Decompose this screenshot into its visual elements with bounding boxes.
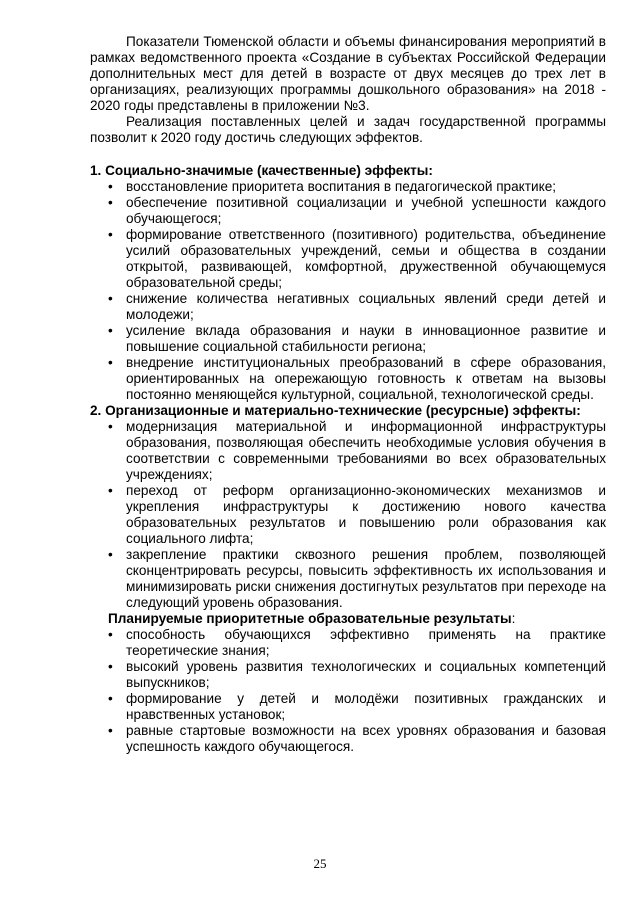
section-1-list [90,179,606,403]
list-item: • модернизация материальной и информационной инфраструктуры образования, позволяющая обеспечить необходимые условия обучения в соответствии с современными требованиями во всех образовательных учреждениях; [90,419,606,483]
section-2-title: 2. Организационные и материально-технические (ресурсные) эффекты: [90,403,581,418]
section-3-title-text: Планируемые приоритетные образовательные результаты [108,611,512,626]
intro-paragraph-1: Показатели Тюменской области и объемы финансирования мероприятий в рамках ведомственного проекта «Создание в субъектах Российской Федерации дополнительных мест для детей в возрасте от двух месяцев до трех лет в организациях, реализующих программы дошкольного образования» на 2018 - 2020 годы представлены в приложении №3. [90,34,606,113]
document-body [90,34,606,755]
section-2-list [90,419,606,611]
list-item: • обеспечение позитивной социализации и учебной успешности каждого обучающегося; [90,195,606,227]
list-item: • способность обучающихся эффективно применять на практике теоретические знания; [90,627,606,659]
list-item: • усиление вклада образования и науки в инновационное развитие и повышение социальной стабильности региона; [90,323,606,355]
section-3-list [90,627,606,755]
section-1-title: 1. Социально-значимые (качественные) эффекты: [90,163,433,178]
list-item: • формирование у детей и молодёжи позитивных гражданских и нравственных установок; [90,691,606,723]
list-item: • закрепление практики сквозного решения проблем, позволяющей сконцентрировать ресурсы, повысить эффективность их использования и минимизировать риски снижения достигнутых результатов при переходе на следующий уровень образования. [90,547,606,611]
list-item: • внедрение институциональных преобразований в сфере образования, ориентированных на опережающую готовность к ответам на вызовы постоянно меняющейся культурной, социальной, технологической среды. [90,355,606,403]
section-3-title [90,611,606,627]
list-item: • переход от реформ организационно-экономических механизмов и укрепления инфраструктуры к достижению нового качества образовательных результатов и повышению роли образования как социального лифта; [90,483,606,547]
list-item: • снижение количества негативных социальных явлений среди детей и молодежи; [90,291,606,323]
list-item: • формирование ответственного (позитивного) родительства, объединение усилий образовательных учреждений, семьи и общества в создании открытой, развивающей, комфортной, дружественной обучающемуся образовательной среды; [90,227,606,291]
list-item: • высокий уровень развития технологических и социальных компетенций выпускников; [90,659,606,691]
page-number: 25 [313,856,327,871]
list-item: • равные стартовые возможности на всех уровнях образования и базовая успешность каждого обучающегося. [90,723,606,755]
intro-paragraph-2: Реализация поставленных целей и задач государственной программы позволит к 2020 году достичь следующих эффектов. [90,114,606,145]
section-3-title-colon: : [511,611,516,626]
list-item: • восстановление приоритета воспитания в педагогической практике; [90,179,606,195]
